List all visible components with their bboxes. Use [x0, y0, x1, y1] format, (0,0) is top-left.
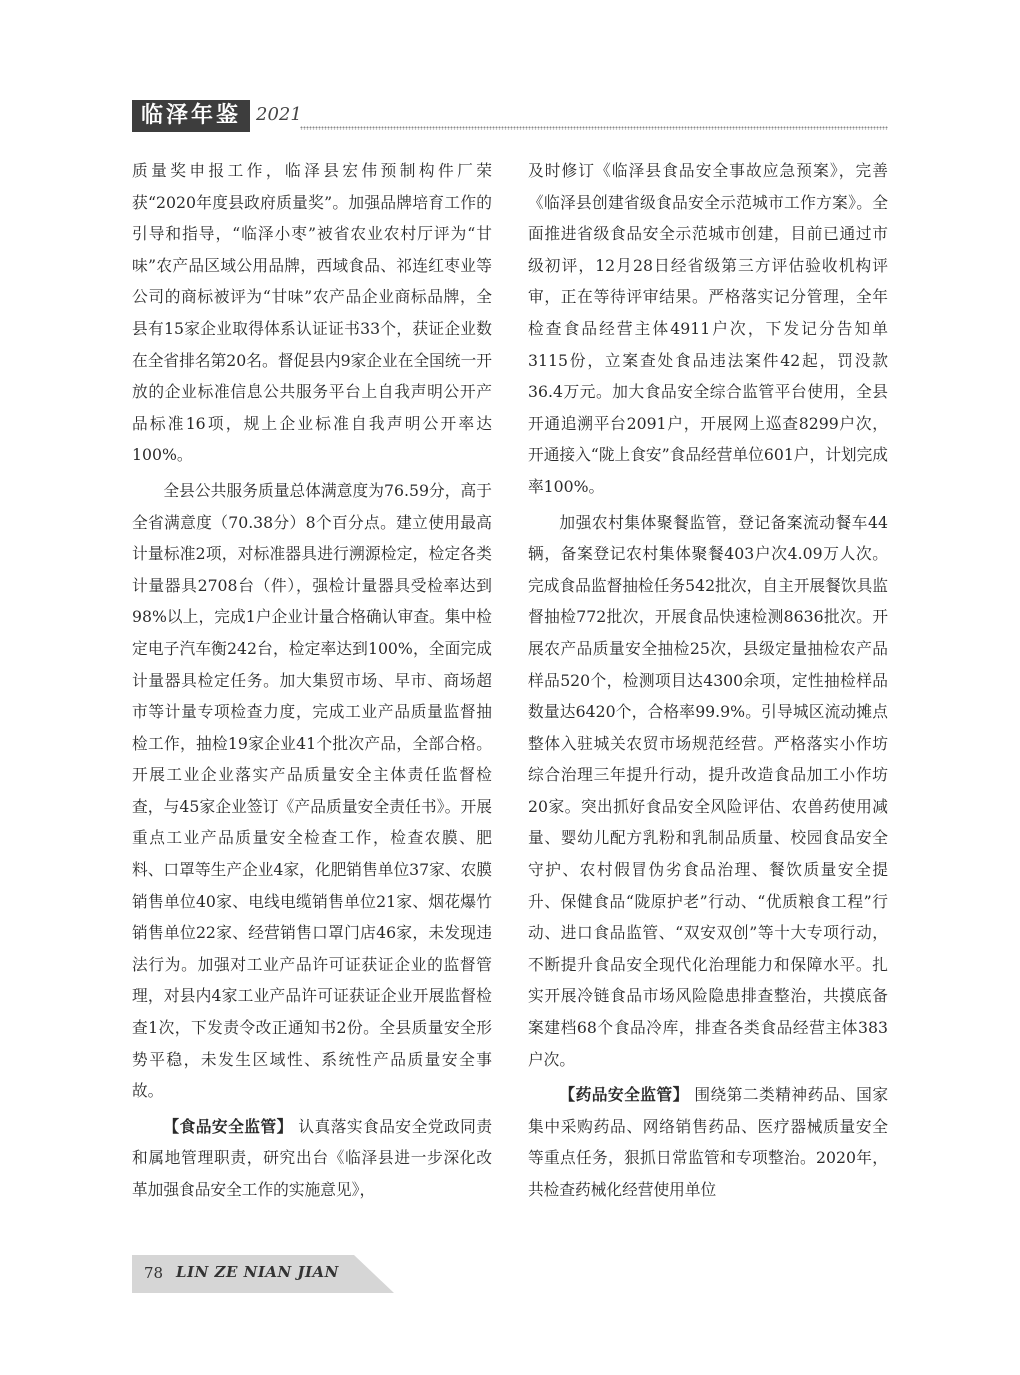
paragraph-drug-safety-text: 围绕第二类精神药品、国家集中采购药品、网络销售药品、医疗器械质量安全等重点任务，狠抓日常监管和专项整治。2020年，共检查药械化经营使用单位: [528, 1085, 889, 1199]
yearbook-year: 2021: [256, 104, 302, 125]
paragraph-quality-award: 质量奖申报工作，临泽县宏伟预制构件厂荣获“2020年度县政府质量奖”。加强品牌培育工作的引导和指导，“临泽小枣”被省农业农村厅评为“甘味”农产品区域公用品牌，西域食品、祁连红枣业等公司的商标被评为“甘味”农产品企业商标品牌，全县有15家企业取得体系认证证书33个，获证企业数在全省排名第20名。督促县内9家企业在全国统一开放的企业标准信息公共服务平台上自我声明公开产品标准16项，规上企业标准自我声明公开率达100%。: [132, 161, 492, 465]
paragraph-public-service-quality: 全县公共服务质量总体满意度为76.59分，高于全省满意度（70.38分）8个百分点。建立使用最高计量标准2项，对标准器具进行溯源检定，检定各类计量器具2708台（件），强检计量器具受检率达到98%以上，完成1户企业计量合格确认审查。集中检定电子汽车衡242台，检定率达到100%，全面完成计量器具检定任务。加大集贸市场、早市、商场超市等计量专项检查力度，完成工业产品质量监督抽检工作，抽检19家企业41个批次产品，全部合格。开展工业企业落实产品质量安全主体责任监督检查，与45家企业签订《产品质量安全责任书》。开展重点工业产品质量安全检查工作，检查农膜、肥料、口罩等生产企业4家，化肥销售单位37家、农膜销售单位40家、电线电缆销售单位21家、烟花爆竹销售单位22家、经营销售口罩门店46家，未发现违法行为。加强对工业产品许可证获证企业的监督管理，对县内4家工业产品许可证获证企业开展监督检查1次，下发责令改正通知书2份。全县质量安全形势平稳，未发生区域性、系统性产品质量安全事故。: [132, 480, 492, 1101]
journal-name: LIN ZE NIAN JIAN: [176, 1263, 339, 1281]
header-dotted-rule: [300, 126, 888, 130]
page-number: 78: [144, 1264, 164, 1282]
paragraph-food-safety-text: 认真落实食品安全党政同责和属地管理职责，研究出台《临泽县进一步深化改革加强食品安全工作的实施意见》，: [132, 1116, 493, 1199]
paragraph-drug-safety-intro: [528, 1079, 888, 1205]
paragraph-rural-catering: 加强农村集体聚餐监管，登记备案流动餐车44辆，备案登记农村集体聚餐403户次4.09万人次。完成食品监督抽检任务542批次，自主开展餐饮具监督抽检772批次，开展食品快速检测8636批次。开展农产品质量安全抽检25次，县级定量抽检农产品样品520个，检测项目达4300余项，定性抽检样品数量达6420个，合格率99.9%。引导城区流动摊点整体入驻城关农贸市场规范经营。严格落实小作坊综合治理三年提升行动，提升改造食品加工小作坊20家。突出抓好食品安全风险评估、农兽药使用减量、婴幼儿配方乳粉和乳制品质量、校园食品安全守护、农村假冒伪劣食品治理、餐饮质量安全提升、保健食品“陇原护老”行动、“优质粮食工程”行动、进口食品监管、“双安双创”等十大专项行动，不断提升食品安全现代化治理能力和保障水平。扎实开展冷链食品市场风险隐患排查整治，共摸底备案建档68个食品冷库，排查各类食品经营主体383户次。: [528, 512, 888, 1069]
page-footer: [132, 1255, 394, 1293]
section-heading-food-safety: 【食品安全监管】: [163, 1116, 293, 1136]
page-header: [132, 100, 888, 134]
left-text-column: [132, 155, 492, 1206]
section-heading-drug-safety: 【药品安全监管】: [559, 1085, 689, 1105]
right-text-column: [528, 155, 888, 1206]
paragraph-food-safety-continued: 及时修订《临泽县食品安全事故应急预案》，完善《临泽县创建省级食品安全示范城市工作方案》。全面推进省级食品安全示范城市创建，目前已通过市级初评，12月28日经省级第三方评估验收机构评审，正在等待评审结果。严格落实记分管理，全年检查食品经营主体4911户次，下发记分告知单3115份，立案查处食品违法案件42起，罚没款36.4万元。加大食品安全综合监管平台使用，全县开通追溯平台2091户，开展网上巡查8299户次，开通接入“陇上食安”食品经营单位601户，计划完成率100%。: [528, 161, 888, 496]
paragraph-food-safety-intro: [132, 1111, 492, 1206]
yearbook-brand-logo: 临泽年鉴: [132, 100, 250, 132]
